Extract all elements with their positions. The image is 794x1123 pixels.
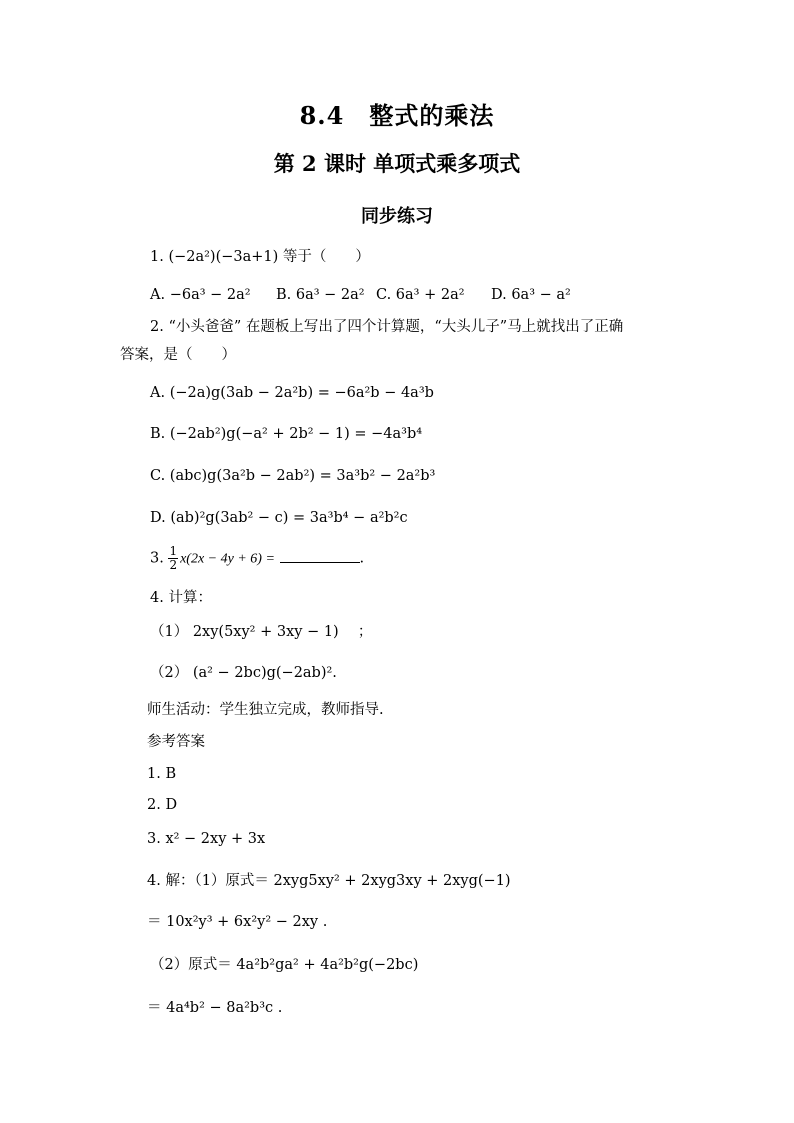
answer-4-line1: 4. 解：（1）原式＝ 2xyg5xy² + 2xyg3xy + 2xyg(−1) — [147, 873, 511, 889]
question-2-option-d: D. (ab)²g(3ab² − c) = 3a³b⁴ − a²b²c — [150, 510, 408, 526]
question-3-expression: x(2x − 4y + 6) = — [180, 551, 275, 567]
answer-3: 3. x² − 2xy + 3x — [147, 831, 266, 847]
question-2-prompt-line1: 2. “小头爸爸” 在题板上写出了四个计算题，“大头儿子”马上就找出了正确 — [150, 319, 624, 335]
question-3 — [150, 545, 364, 572]
lesson-subtitle: 第 2 课时 单项式乘多项式 — [273, 151, 521, 176]
answer-4-line3: （2）原式＝ 4a²b²ga² + 4a²b²g(−2bc) — [150, 957, 419, 973]
question-2-option-b: B. (−2ab²)g(−a² + 2b² − 1) = −4a³b⁴ — [150, 426, 423, 442]
section-heading: 同步练习 — [361, 206, 433, 227]
question-3-number: 3. — [150, 550, 164, 567]
answer-2: 2. D — [147, 797, 178, 813]
question-1-option-b: B. 6a³ − 2a² — [276, 287, 365, 303]
question-2-prompt-line2: 答案，是（ ） — [120, 347, 236, 363]
answer-4-line4: ＝ 4a⁴b² − 8a²b³c . — [147, 1000, 283, 1016]
question-4-item-1: （1） 2xy(5xy² + 3xy − 1) ； — [150, 624, 373, 640]
page-title: 8.4 整式的乘法 — [299, 101, 495, 130]
question-1-option-c: C. 6a³ + 2a² — [376, 287, 465, 303]
question-3-end: . — [359, 550, 365, 567]
question-1-option-a: A. −6a³ − 2a² — [150, 287, 251, 303]
activity-note: 师生活动：学生独立完成，教师指导. — [147, 702, 384, 718]
fraction-numerator: 1 — [169, 544, 178, 558]
answer-4-line2: ＝ 10x²y³ + 6x²y² − 2xy . — [147, 914, 328, 930]
question-2-option-c: C. (abc)g(3a²b − 2ab²) = 3a³b² − 2a²b³ — [150, 468, 436, 484]
question-2-option-a: A. (−2a)g(3ab − 2a²b) = −6a²b − 4a³b — [150, 385, 434, 401]
question-1-prompt: 1. (−2a²)(−3a+1) 等于（ ） — [150, 249, 370, 265]
answers-heading: 参考答案 — [147, 734, 205, 750]
question-1-option-d: D. 6a³ − a² — [491, 287, 571, 303]
question-3-fraction — [168, 545, 178, 572]
answer-1: 1. B — [147, 766, 177, 782]
answer-blank — [280, 550, 360, 563]
question-4-item-2: （2） (a² − 2bc)g(−2ab)². — [150, 665, 337, 681]
question-4-prompt: 4. 计算： — [150, 590, 212, 606]
fraction-denominator: 2 — [169, 558, 178, 572]
